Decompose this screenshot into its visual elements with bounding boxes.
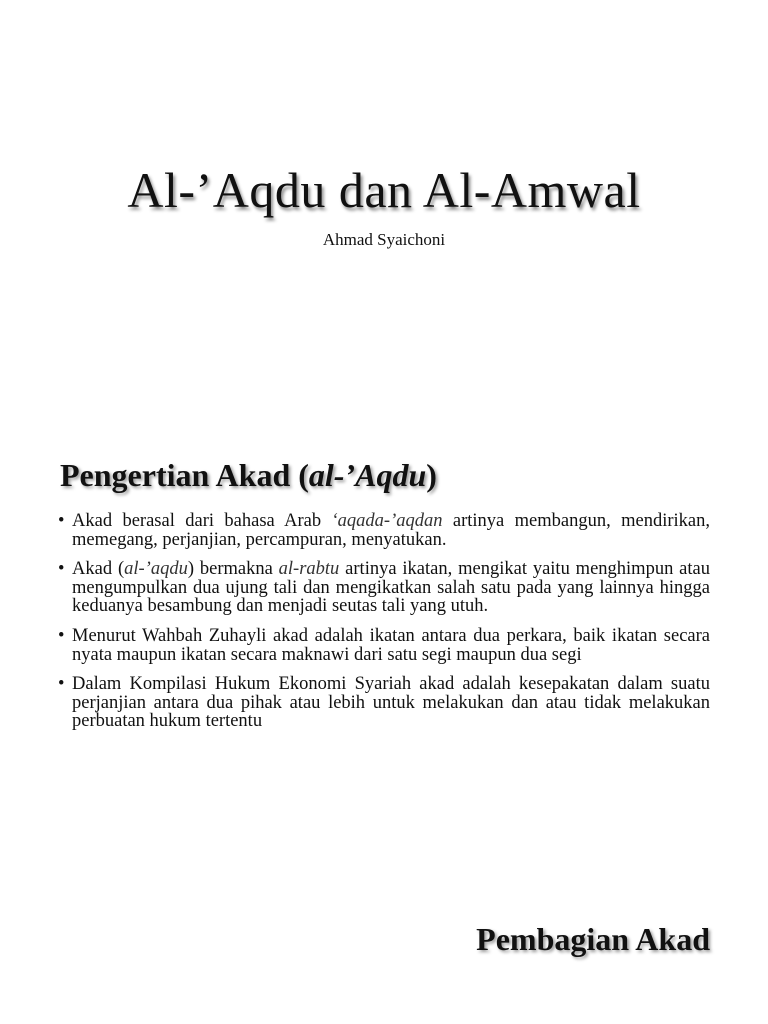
bullet-item-2: [58, 560, 710, 616]
section-heading-italic: al-’Aqdu: [308, 457, 427, 493]
bullet-1-text-1: Akad berasal dari bahasa Arab: [72, 511, 332, 531]
bullet-2-text-1: Akad (: [72, 559, 125, 580]
next-section-heading: Pembagian Akad: [476, 921, 710, 957]
bullet-item-4: [58, 675, 710, 731]
section-heading: [60, 454, 437, 496]
bullet-dot: •: [58, 674, 65, 695]
bullet-dot: •: [58, 625, 65, 646]
bullet-2-text-2: ) bermakna: [187, 559, 279, 580]
bullet-2-italic-term-2: al-rabtu: [278, 559, 340, 580]
author-name: Ahmad Syaichoni: [322, 230, 446, 249]
bullet-item-3: [58, 627, 710, 664]
bullet-dot: •: [58, 559, 65, 580]
bullet-2-italic-term-1: al-’aqdu: [124, 559, 188, 580]
section-heading-prefix: Pengertian Akad (: [60, 457, 309, 493]
bullet-1-text-2: artinya membangun, mendirikan, memegang, perjanjian, percampuran, menyatukan.: [72, 511, 710, 550]
bullet-2-text-3: artinya ikatan, mengikat yaitu menghimpun atau mengumpulkan dua ujung tali dan mengikatkan salah satu pada yang lainnya hingga keduanya besambung dan menjadi seutas tali yang utuh.: [72, 559, 710, 617]
bullet-item-1: [58, 512, 710, 549]
bullet-dot: •: [58, 511, 65, 531]
bullet-1-italic-term: ‘aqada-’aqdan: [331, 511, 443, 531]
section-heading-suffix: ): [426, 457, 437, 493]
bullet-4-text: Dalam Kompilasi Hukum Ekonomi Syariah akad adalah kesepakatan dalam suatu perjanjian antara dua pihak atau lebih untuk melakukan dan atau tidak melakukan perbuatan hukum tertentu: [72, 674, 710, 732]
definition-list: [58, 512, 710, 742]
bullet-3-text: Menurut Wahbah Zuhayli akad adalah ikatan antara dua perkara, baik ikatan secara nyata maupun ikatan secara maknawi dari satu segi maupun dua segi: [72, 625, 710, 665]
slide-title: Al-’Aqdu dan Al-Amwal: [127, 162, 641, 218]
